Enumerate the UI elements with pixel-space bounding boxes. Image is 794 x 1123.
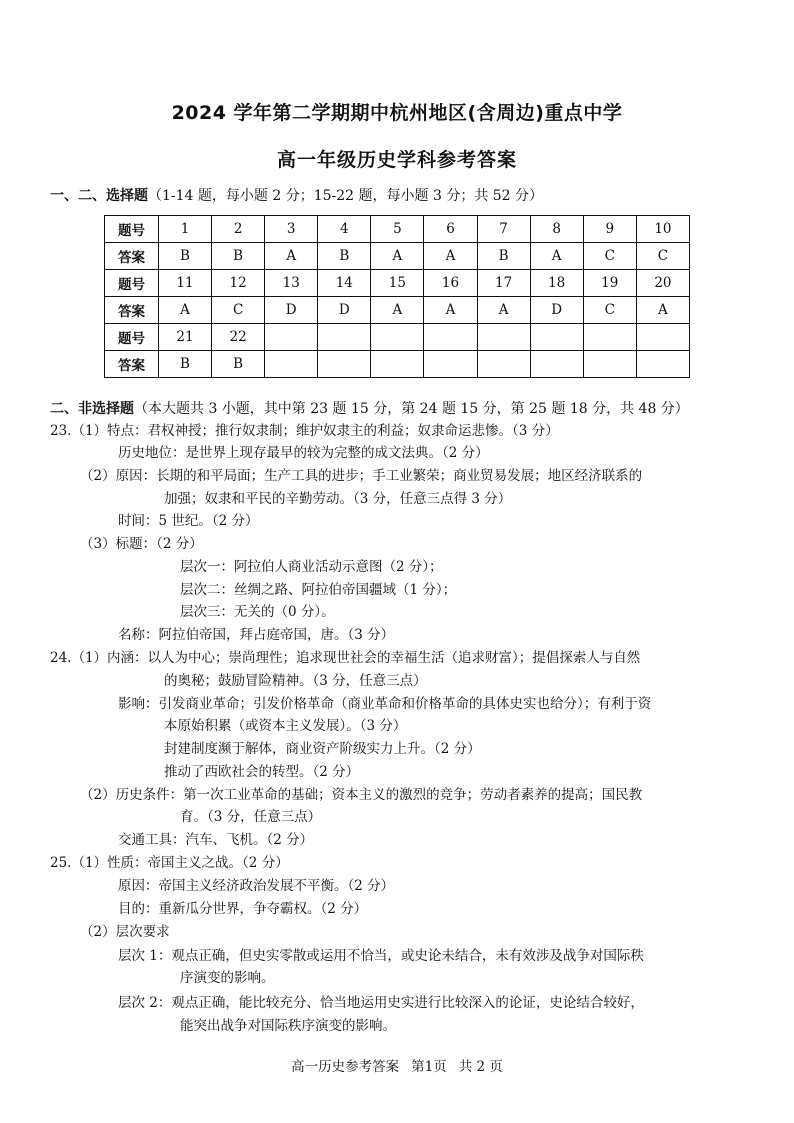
answer-cell: D: [265, 297, 318, 324]
page-footer: [0, 1055, 794, 1075]
q23-line: 加强；奴隶和平民的辛勤劳动。（3 分，任意三点得 3 分）: [164, 491, 512, 507]
footer-doc-name: 高一历史参考答案: [291, 1059, 400, 1075]
question-number-cell: [265, 324, 318, 351]
question-number-cell: 9: [583, 216, 636, 243]
question-number-cell: [530, 324, 583, 351]
section-choice-label: 一、二、选择题: [50, 188, 148, 204]
answer-cell: [424, 351, 477, 378]
question-number-label: 题号: [105, 216, 159, 243]
answer-cell: B: [212, 243, 265, 270]
answer-cell: A: [371, 297, 424, 324]
answer-label: 答案: [105, 243, 159, 270]
answer-cell: [636, 351, 689, 378]
table-row: [105, 297, 690, 324]
question-number-cell: [583, 324, 636, 351]
answer-cell: [530, 351, 583, 378]
answer-cell: [583, 351, 636, 378]
q23-line: 23.（1）特点：君权神授；推行奴隶制；维护奴隶主的利益；奴隶命运悲惨。（3 分）: [50, 423, 559, 439]
table-row: [105, 243, 690, 270]
q24-line: 育。（3 分，任意三点）: [180, 809, 322, 825]
answer-label: 答案: [105, 351, 159, 378]
q23-line: 层次三：无关的（0 分）。: [180, 604, 335, 620]
q23-line: 层次一：阿拉伯人商业活动示意图（2 分）；: [180, 559, 443, 575]
question-number-cell: 11: [158, 270, 211, 297]
q23-line: 时间：5 世纪。（2 分）: [118, 513, 259, 529]
answer-cell: A: [265, 243, 318, 270]
footer-total-pages: 共 2 页: [458, 1059, 503, 1075]
question-number-label: 题号: [105, 324, 159, 351]
answer-cell: B: [477, 243, 530, 270]
q24-line: 影响：引发商业革命；引发价格革命（商业革命和价格革命的具体史实也给分）；有利于资: [118, 696, 652, 712]
question-number-cell: [318, 324, 371, 351]
question-number-cell: 18: [530, 270, 583, 297]
question-number-cell: 16: [424, 270, 477, 297]
answer-cell: A: [424, 243, 477, 270]
answer-cell: B: [158, 243, 211, 270]
section-essay-heading: [50, 398, 689, 418]
question-number-label: 题号: [105, 270, 159, 297]
table-row: [105, 351, 690, 378]
question-number-cell: 21: [158, 324, 211, 351]
question-number-cell: [424, 324, 477, 351]
answer-cell: B: [158, 351, 211, 378]
question-number-cell: 13: [265, 270, 318, 297]
question-number-cell: 22: [212, 324, 265, 351]
q25-line: 序演变的影响。: [180, 970, 275, 986]
q23-line: 历史地位：是世界上现存最早的较为完整的成文法典。（2 分）: [118, 445, 489, 461]
answer-cell: D: [530, 297, 583, 324]
answer-cell: A: [424, 297, 477, 324]
q23-line: 层次二：丝绸之路、阿拉伯帝国疆域（1 分）；: [180, 582, 457, 598]
question-number-cell: 1: [158, 216, 211, 243]
question-number-cell: 4: [318, 216, 371, 243]
table-row: [105, 270, 690, 297]
question-number-cell: [371, 324, 424, 351]
q23-line: （2）原因：长期的和平局面；生产工具的进步；手工业繁荣；商业贸易发展；地区经济联系的: [80, 468, 643, 484]
answer-cell: D: [318, 297, 371, 324]
answer-cell: C: [583, 297, 636, 324]
question-number-cell: 5: [371, 216, 424, 243]
question-number-cell: 15: [371, 270, 424, 297]
answer-cell: A: [371, 243, 424, 270]
question-number-cell: 7: [477, 216, 530, 243]
answer-cell: A: [636, 297, 689, 324]
question-number-cell: 17: [477, 270, 530, 297]
answer-cell: A: [530, 243, 583, 270]
answer-cell: A: [158, 297, 211, 324]
question-number-cell: 6: [424, 216, 477, 243]
q25-line: 层次 2：观点正确，能比较充分、恰当地运用史实进行比较深入的论证，史论结合较好，: [118, 995, 644, 1011]
question-number-cell: 8: [530, 216, 583, 243]
answer-cell: A: [477, 297, 530, 324]
question-number-cell: 19: [583, 270, 636, 297]
question-number-cell: 20: [636, 270, 689, 297]
section-essay-note: （本大题共 3 小题，其中第 23 题 15 分，第 24 题 15 分，第 25 题 18 分，共 48 分）: [134, 401, 689, 417]
answer-cell: [265, 351, 318, 378]
document-title: 2024 学年第二学期期中杭州地区(含周边)重点中学: [171, 102, 623, 124]
q23-line: 名称：阿拉伯帝国，拜占庭帝国，唐。（3 分）: [118, 627, 395, 643]
answer-cell: C: [212, 297, 265, 324]
q24-line: 封建制度濒于解体，商业资产阶级实力上升。（2 分）: [164, 741, 481, 757]
q23-line: （3）标题：（2 分）: [80, 536, 203, 552]
question-number-cell: [477, 324, 530, 351]
question-number-cell: 3: [265, 216, 318, 243]
answer-cell: C: [583, 243, 636, 270]
question-number-cell: 12: [212, 270, 265, 297]
q25-line: 能突出战争对国际秩序演变的影响。: [180, 1018, 396, 1034]
q24-line: 推动了西欧社会的转型。（2 分）: [164, 764, 360, 780]
answer-cell: [371, 351, 424, 378]
answer-cell: [477, 351, 530, 378]
question-number-cell: 14: [318, 270, 371, 297]
question-number-cell: 10: [636, 216, 689, 243]
answer-cell: C: [636, 243, 689, 270]
q24-line: 本原始积累（或资本主义发展）。（3 分）: [164, 718, 407, 734]
answer-table: [104, 215, 690, 378]
section-essay-label: 二、非选择题: [50, 401, 134, 417]
q25-line: 25.（1）性质：帝国主义之战。（2 分）: [50, 855, 289, 871]
table-row: [105, 216, 690, 243]
answer-label: 答案: [105, 297, 159, 324]
q24-line: 交通工具：汽车、飞机。（2 分）: [118, 832, 314, 848]
answer-cell: B: [318, 243, 371, 270]
question-number-cell: [636, 324, 689, 351]
q25-line: （2）层次要求: [80, 924, 170, 940]
section-choice-note: （1-14 题，每小题 2 分；15-22 题，每小题 3 分；共 52 分）: [148, 188, 544, 204]
q24-line: 24.（1）内涵：以人为中心；崇尚理性；追求现世社会的幸福生活（追求财富）；提倡探索人与自然: [50, 650, 641, 666]
q25-line: 目的：重新瓜分世界，争夺霸权。（2 分）: [118, 901, 368, 917]
footer-page-number: 第1页: [411, 1059, 447, 1075]
table-row: [105, 324, 690, 351]
q24-line: 的奥秘；鼓励冒险精神。（3 分，任意三点）: [164, 673, 427, 689]
q24-line: （2）历史条件：第一次工业革命的基础；资本主义的激烈的竞争；劳动者素养的提高；国民教: [80, 787, 643, 803]
answer-cell: [318, 351, 371, 378]
question-number-cell: 2: [212, 216, 265, 243]
answer-cell: B: [212, 351, 265, 378]
document-subtitle: 高一年级历史学科参考答案: [276, 149, 517, 171]
section-choice-heading: [50, 185, 543, 205]
q25-line: 层次 1：观点正确，但史实零散或运用不恰当，或史论未结合，未有效涉及战争对国际秩: [118, 948, 644, 964]
q25-line: 原因：帝国主义经济政治发展不平衡。（2 分）: [118, 878, 395, 894]
